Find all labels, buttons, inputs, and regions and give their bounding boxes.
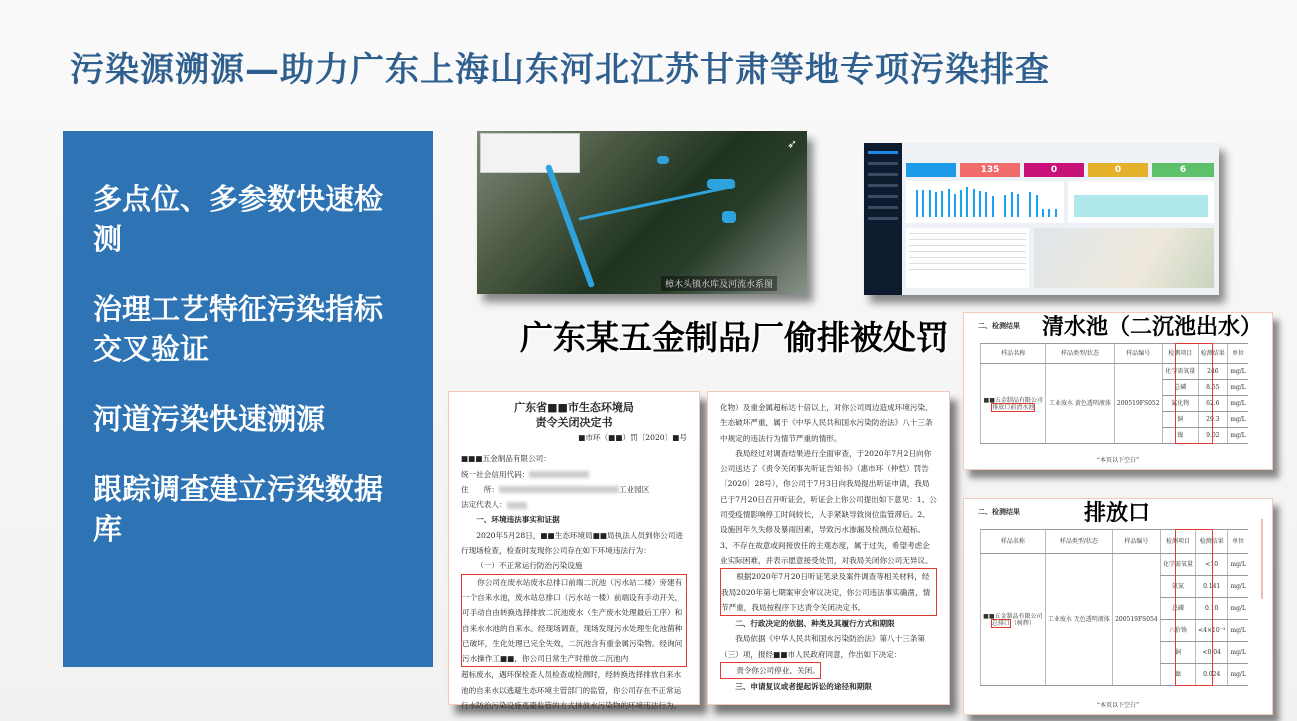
test-item: 化学需氧量 bbox=[1160, 554, 1195, 576]
sample-location-tail: （树辉） bbox=[1010, 619, 1035, 627]
chart-bar bbox=[979, 191, 981, 217]
test-result: 0.141 bbox=[1196, 576, 1228, 598]
sample-name-cell bbox=[981, 364, 1046, 444]
satellite-water-system-map bbox=[477, 131, 807, 294]
doc-paragraph: 我局依据《中华人民共和国水污染防治法》第八十三条第（三）项，报经■■市人民政府同意，作出如下决定： bbox=[720, 634, 926, 659]
mini-map bbox=[1034, 228, 1214, 288]
chart-bar bbox=[1011, 192, 1013, 217]
feature-item: 河道污染快速溯源 bbox=[93, 402, 326, 436]
test-item: 铜 bbox=[1162, 412, 1198, 428]
highlighted-paragraph: 根据2020年7月20日听证笔录及案件调查等相关材料，经我局2020年第七期案审会审议决定，你公司违法事实确凿，情节严重，我局按程序下达责令关闭决定书。 bbox=[720, 568, 937, 616]
chart-bar bbox=[992, 196, 994, 217]
column-header: 样品名称 bbox=[981, 344, 1046, 364]
sample-id: 200519FS052 bbox=[1114, 364, 1162, 444]
chart-bar bbox=[973, 189, 975, 218]
doc-title-1: 广东省■■市生态环境局 bbox=[514, 401, 634, 414]
test-result: <4×10⁻³ bbox=[1196, 620, 1228, 642]
dashboard-sidebar bbox=[864, 143, 902, 295]
sample-type: 工业废水 无色透明液体 bbox=[1045, 554, 1112, 686]
column-header: 单位 bbox=[1228, 344, 1248, 364]
chart-bar bbox=[1036, 195, 1038, 217]
test-report-discharge-outlet bbox=[963, 498, 1273, 715]
bar-chart bbox=[906, 181, 1064, 223]
seal-stamp bbox=[1261, 519, 1269, 599]
features-panel bbox=[63, 131, 433, 667]
doc-credit-code: 统一社会信用代码： bbox=[461, 469, 530, 479]
chart-bar bbox=[1029, 192, 1031, 217]
test-result: 8.55 bbox=[1198, 380, 1228, 396]
stat-card: 0 bbox=[1088, 163, 1148, 177]
doc-company: ■■■五金制品有限公司： bbox=[461, 454, 551, 464]
doc-paragraph: 我局经过对调查结果进行全面审查，于2020年7月2日向你公司送达了《责令关闭事先听证告知书》（惠市环（仲恺）罚告〔2020〕28号），你公司于7月3日向我局提出听证申请，我局已于7月20日召开听证会，听证会上你公司提出如下意见：1、公司受疫情影响停工时间较长，人手紧缺导致岗位监管滞后。2、设施因年久失修及暴雨因素，导致污水渗漏及检测点位超标。3、不存在故意或间接放任的主观态度，属于过失，希望考虑企业实际困难，并表示愿意接受处罚，对我局关闭你公司无异议。 bbox=[720, 448, 937, 565]
monitoring-dashboard-screenshot bbox=[864, 143, 1219, 295]
reservoir bbox=[707, 179, 735, 189]
feature-item: 治理工艺特征污染指标交叉验证 bbox=[93, 292, 384, 366]
report-footer: “本页以下空白” bbox=[1096, 457, 1140, 464]
doc-paragraph: 化物）及重金属超标达十倍以上，对你公司周边造成环境污染、生态破坏严重，属于《中华人民共和国水污染防治法》八十三条中规定的违法行为情节严重的情形。 bbox=[720, 403, 933, 443]
area-chart bbox=[1068, 181, 1214, 223]
doc-rep: 法定代表人： bbox=[461, 500, 507, 510]
chart-bar bbox=[1048, 209, 1050, 217]
result-highlight bbox=[1175, 343, 1213, 444]
unit: mg/L bbox=[1228, 620, 1248, 642]
unit: mg/L bbox=[1228, 642, 1248, 664]
chart-bar bbox=[1017, 194, 1019, 217]
column-header: 样品编号 bbox=[1112, 530, 1160, 554]
test-item: 总磷 bbox=[1162, 380, 1198, 396]
test-item: 铜 bbox=[1160, 642, 1195, 664]
data-table bbox=[906, 228, 1029, 288]
chart-bar bbox=[1004, 195, 1006, 217]
column-header: 检测项目 bbox=[1162, 344, 1198, 364]
map-legend-table bbox=[480, 133, 580, 173]
column-header: 样品类型/状态 bbox=[1046, 344, 1114, 364]
sample-location: 排放口前清水池 bbox=[992, 403, 1035, 411]
test-result: 246 bbox=[1198, 364, 1228, 380]
stat-card: 0 bbox=[1024, 163, 1084, 177]
closure-decision-page-2 bbox=[707, 391, 950, 705]
doc-address-label: 住 所： bbox=[461, 484, 499, 494]
case-headline: 广东某五金制品厂偷排被处罚 bbox=[520, 318, 949, 357]
unit: mg/L bbox=[1228, 598, 1248, 620]
chart-bar bbox=[1055, 209, 1057, 217]
doc-paragraph: 2020年5月28日，■■生态环境局■■局执法人员到你公司进行现场检查，检查时发现你公司存在如下环境违法行为： bbox=[461, 530, 683, 556]
north-arrow-icon: ➶ bbox=[786, 137, 797, 151]
test-item: 化学需氧量 bbox=[1162, 364, 1198, 380]
clear-pool-label: 清水池（二沉池出水） bbox=[1042, 315, 1263, 340]
chart-bar bbox=[985, 192, 987, 217]
chart-bar bbox=[954, 194, 956, 217]
stat-card: 135 bbox=[960, 163, 1020, 177]
feature-item: 多点位、多参数快速检测 bbox=[93, 182, 384, 256]
column-header: 检测项目 bbox=[1160, 530, 1195, 554]
test-result: 9.02 bbox=[1198, 428, 1228, 444]
doc-section-2: 二、行政决定的依据、种类及其履行方式和期限 bbox=[735, 619, 895, 629]
chart-bar bbox=[960, 190, 962, 217]
column-header: 检测结果 bbox=[1198, 344, 1228, 364]
map-caption: 樟木头镇水库及河流水系图 bbox=[661, 276, 777, 291]
unit: mg/L bbox=[1228, 380, 1248, 396]
unit: mg/L bbox=[1228, 554, 1248, 576]
column-header: 样品名称 bbox=[981, 530, 1046, 554]
reservoir bbox=[722, 211, 736, 223]
column-header: 样品类型/状态 bbox=[1045, 530, 1112, 554]
doc-reference: ■市环（■■）罚〔2020〕■号 bbox=[578, 433, 687, 442]
doc-paragraph: 超标废水，遇环保检查人员检查或检测时，经转换选择排放自来水池的自来水以逃避生态环境主管部门的监管，你公司存在不正常运行水防治污染设施逃避监管的方式排放水污染物的环境违法行为。 bbox=[461, 670, 682, 711]
chart-bar bbox=[948, 189, 950, 217]
highlighted-decision: 责令你公司停业、关闭。 bbox=[720, 662, 821, 679]
reservoir bbox=[657, 156, 669, 164]
doc-address-tail: 工业园区 bbox=[618, 484, 650, 494]
report-section: 二、检测结果 bbox=[978, 321, 1020, 330]
doc-section-3: 三、申请复议或者提起诉讼的途径和期限 bbox=[735, 682, 872, 692]
test-result: 0.10 bbox=[1196, 598, 1228, 620]
chart-bar bbox=[1042, 209, 1044, 217]
test-result: <0.04 bbox=[1196, 642, 1228, 664]
chart-bar bbox=[966, 187, 968, 217]
chart-bar bbox=[941, 191, 943, 217]
unit: mg/L bbox=[1228, 664, 1248, 686]
feature-item: 跟踪调查建立污染数据库 bbox=[93, 472, 384, 546]
river bbox=[545, 164, 595, 288]
summary-card bbox=[906, 163, 956, 177]
test-result: 0.024 bbox=[1196, 664, 1228, 686]
sample-name: ■■五金制品有限公司 bbox=[983, 612, 1043, 620]
unit: mg/L bbox=[1228, 576, 1248, 598]
outlet-label: 排放口 bbox=[1084, 501, 1151, 526]
test-item: 氨氮 bbox=[1160, 576, 1195, 598]
test-item: 镍 bbox=[1162, 428, 1198, 444]
test-item: 镍 bbox=[1160, 664, 1195, 686]
unit: mg/L bbox=[1228, 396, 1248, 412]
doc-subheading: （一）不正常运行防治污染设施 bbox=[476, 561, 583, 571]
slide-title: 污染源溯源—助力广东上海山东河北江苏甘肃等地专项污染排查 bbox=[70, 50, 1050, 90]
report-section: 二、检测结果 bbox=[978, 507, 1020, 516]
doc-title-2: 责令关闭决定书 bbox=[535, 416, 613, 429]
test-result: <10 bbox=[1196, 554, 1228, 576]
test-item: 总磷 bbox=[1160, 598, 1195, 620]
test-report-clear-water-pool bbox=[963, 312, 1273, 470]
sample-type: 工业废水 黄色透明液体 bbox=[1046, 364, 1114, 444]
report-footer: “本页以下空白” bbox=[1096, 702, 1140, 709]
chart-bar bbox=[916, 190, 918, 217]
unit: mg/L bbox=[1228, 428, 1248, 444]
column-header: 样品编号 bbox=[1114, 344, 1162, 364]
chart-bar bbox=[922, 190, 924, 217]
sample-name: ■■五金制品有限公司 bbox=[983, 396, 1043, 404]
sample-name-cell bbox=[981, 554, 1046, 686]
sample-id: 200519FS054 bbox=[1112, 554, 1160, 686]
sample-location: 总排口 bbox=[991, 619, 1010, 627]
column-header: 检测结果 bbox=[1196, 530, 1228, 554]
result-highlight bbox=[1175, 529, 1213, 686]
test-item: 氰化物 bbox=[1162, 396, 1198, 412]
chart-bar bbox=[929, 190, 931, 217]
column-header: 单位 bbox=[1228, 530, 1248, 554]
test-result: 62.6 bbox=[1198, 396, 1228, 412]
stat-card: 6 bbox=[1152, 163, 1214, 177]
unit: mg/L bbox=[1228, 364, 1248, 380]
river bbox=[578, 184, 735, 220]
chart-bar bbox=[935, 192, 937, 217]
test-result: 29.3 bbox=[1198, 412, 1228, 428]
closure-decision-page-1 bbox=[448, 391, 700, 711]
unit: mg/L bbox=[1228, 412, 1248, 428]
highlighted-paragraph: 你公司在废水站废水总排口前端二沉池（污水站二楼）旁建有一个自来水池，废水站总排口（污水站一楼）前端设有手动开关，可手动自由转换选择排放二沉池废水（生产废水处理最后工序）和自来水水池的自来水。经现场调查，现场发现污水处理生化池菌种已破坏，生化处理已完全失效，二沉池含有重金属污染物。经询问污水操作工■■，你公司日常生产时排放二沉池内 bbox=[461, 574, 687, 668]
doc-section-1: 一、环境违法事实和证据 bbox=[476, 515, 560, 525]
test-item: 六价铬 bbox=[1160, 620, 1195, 642]
